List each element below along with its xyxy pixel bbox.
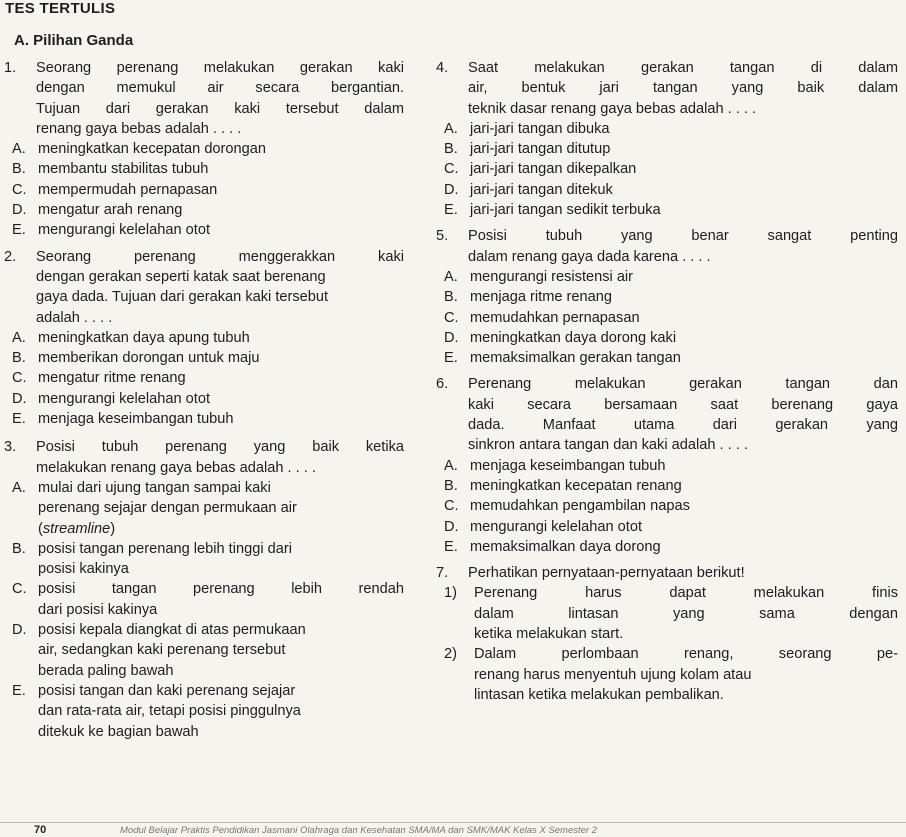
question-stem xyxy=(468,58,898,119)
stem-line: renang gaya bebas adalah . . . . xyxy=(36,120,242,137)
option-c[interactable] xyxy=(444,308,898,328)
option-a[interactable] xyxy=(444,267,898,287)
option-text: mempermudah pernapasan xyxy=(38,181,218,198)
stem-line: kaki secara bersamaan saat berenang gaya xyxy=(468,396,898,413)
question-number: 4. xyxy=(436,60,449,76)
question-4 xyxy=(436,58,898,119)
option-d[interactable] xyxy=(444,517,898,537)
option-text: posisi kakinya xyxy=(38,561,129,578)
option-letter: D. xyxy=(12,202,27,219)
statement-text: ketika melakukan start. xyxy=(474,626,624,643)
option-text: mengurangi kelelahan otot xyxy=(38,390,211,407)
statement-text: dalam lintasan yang sama dengan xyxy=(474,605,898,622)
option-c[interactable] xyxy=(444,496,898,516)
option-letter: D. xyxy=(444,329,459,346)
option-e[interactable] xyxy=(444,537,898,557)
option-d[interactable] xyxy=(12,389,404,409)
option-text: meningkatkan daya dorong kaki xyxy=(470,329,677,346)
option-letter: B. xyxy=(444,477,458,494)
option-text: dari posisi kakinya xyxy=(38,601,158,618)
option-text: posisi tangan perenang lebih tinggi dari xyxy=(38,540,292,557)
stem-line: Posisi tubuh perenang yang baik ketika xyxy=(36,439,404,456)
stem-line: dengan memukul air secara bergantian. xyxy=(36,80,404,97)
stem-line: Posisi tubuh yang benar sangat penting xyxy=(468,228,898,245)
option-text: mulai dari ujung tangan sampai kaki xyxy=(38,479,271,496)
option-letter: C. xyxy=(444,498,459,515)
option-e[interactable] xyxy=(444,348,898,368)
option-text: memberikan dorongan untuk maju xyxy=(38,350,260,367)
stem-line: sinkron antara tangan dan kaki adalah . . . . xyxy=(468,437,748,454)
question-7 xyxy=(436,563,898,583)
option-a[interactable] xyxy=(444,456,898,476)
stem-line: dengan gerakan seperti katak saat berenang xyxy=(36,268,326,285)
option-b[interactable] xyxy=(12,348,404,368)
option-text: air, sedangkan kaki perenang tersebut xyxy=(38,642,286,659)
statement-text: lintasan ketika melakukan pembalikan. xyxy=(474,686,724,703)
option-text: memaksimalkan daya dorong xyxy=(470,538,661,555)
question-2 xyxy=(4,247,404,328)
stem-line: dada. Manfaat utama dari gerakan yang xyxy=(468,417,898,434)
option-letter: E. xyxy=(12,411,26,428)
option-text: meningkatkan kecepatan renang xyxy=(470,477,682,494)
option-e[interactable] xyxy=(12,220,404,240)
stem-line: gaya dada. Tujuan dari gerakan kaki tersebut xyxy=(36,289,329,306)
footer-divider xyxy=(0,822,906,823)
option-letter: E. xyxy=(444,350,458,367)
question-stem xyxy=(36,247,404,328)
page-title: TES TERTULIS xyxy=(5,0,116,17)
option-d[interactable] xyxy=(444,180,898,200)
footer-text: Modul Belajar Praktis Pendidikan Jasmani Olahraga dan Kesehatan SMA/MA dan SMK/MAK Kelas X Semester 2 xyxy=(120,825,597,836)
option-a[interactable] xyxy=(12,478,404,539)
option-c[interactable] xyxy=(12,579,404,620)
option-c[interactable] xyxy=(12,368,404,388)
option-letter: B. xyxy=(12,350,26,367)
question-1 xyxy=(4,58,404,139)
option-d[interactable] xyxy=(12,620,404,681)
option-letter: A. xyxy=(444,268,458,285)
left-column xyxy=(4,58,404,742)
statement-number: 1) xyxy=(444,585,457,602)
page-footer xyxy=(0,822,906,837)
option-e[interactable] xyxy=(12,681,404,742)
option-a[interactable] xyxy=(444,119,898,139)
option-text: menjaga keseimbangan tubuh xyxy=(38,411,234,428)
option-letter: D. xyxy=(12,622,27,639)
statement-text: renang harus menyentuh ujung kolam atau xyxy=(474,666,752,683)
option-text: memaksimalkan gerakan tangan xyxy=(470,350,681,367)
option-letter: D. xyxy=(12,390,27,407)
option-text: jari-jari tangan ditutup xyxy=(470,141,611,158)
option-letter: C. xyxy=(12,181,27,198)
option-text: menjaga ritme renang xyxy=(470,289,612,306)
question-6 xyxy=(436,374,898,455)
question-number: 1. xyxy=(4,60,17,76)
question-number: 5. xyxy=(436,228,449,245)
option-letter: E. xyxy=(444,538,458,555)
statement-text: Perenang harus dapat melakukan finis xyxy=(474,585,898,602)
option-b[interactable] xyxy=(444,139,898,159)
section-heading: A. Pilihan Ganda xyxy=(14,32,134,49)
option-c[interactable] xyxy=(12,180,404,200)
stem-line: teknik dasar renang gaya bebas adalah . . . . xyxy=(468,100,757,117)
option-letter: A. xyxy=(12,141,26,158)
option-letter: C. xyxy=(444,309,459,326)
option-text: mengatur ritme renang xyxy=(38,370,186,387)
option-text: jari-jari tangan sedikit terbuka xyxy=(470,202,661,219)
option-letter: C. xyxy=(12,581,27,598)
option-text: meningkatkan kecepatan dorongan xyxy=(38,141,266,158)
question-number: 2. xyxy=(4,248,17,265)
option-letter: C. xyxy=(444,161,459,178)
option-text: ditekuk ke bagian bawah xyxy=(38,723,199,740)
stem-line: dalam renang gaya dada karena . . . . xyxy=(468,248,711,265)
option-text: membantu stabilitas tubuh xyxy=(38,161,209,178)
option-text: mengurangi kelelahan otot xyxy=(470,518,643,535)
option-letter: B. xyxy=(12,161,26,178)
question-number: 7. xyxy=(436,565,449,582)
option-letter: E. xyxy=(444,202,458,219)
option-c[interactable] xyxy=(444,159,898,179)
option-text: posisi kepala diangkat di atas permukaan xyxy=(38,622,306,639)
option-e[interactable] xyxy=(444,200,898,220)
statement-1 xyxy=(444,583,898,644)
option-text: jari-jari tangan dibuka xyxy=(470,120,610,137)
option-text: berada paling bawah xyxy=(38,662,174,679)
stem-line: Seorang perenang melakukan gerakan kaki xyxy=(36,60,404,76)
option-text: perenang sejajar dengan permukaan air xyxy=(38,500,297,517)
question-number: 6. xyxy=(436,376,449,393)
question-stem xyxy=(36,437,404,478)
stem-line: Tujuan dari gerakan kaki tersebut dalam xyxy=(36,100,404,117)
option-b[interactable] xyxy=(444,287,898,307)
question-stem: Perhatikan pernyataan-pernyataan berikut! xyxy=(468,565,745,582)
option-text: mengatur arah renang xyxy=(38,202,183,219)
option-letter: A. xyxy=(444,120,458,137)
page-number: 70 xyxy=(34,824,47,836)
question-stem xyxy=(468,374,898,455)
option-b[interactable] xyxy=(12,159,404,179)
option-letter: D. xyxy=(444,518,459,535)
option-text: posisi tangan dan kaki perenang sejajar xyxy=(38,682,296,699)
option-letter: A. xyxy=(12,479,26,496)
option-letter: A. xyxy=(444,457,458,474)
option-text: posisi tangan perenang lebih rendah xyxy=(38,581,404,598)
option-letter: C. xyxy=(12,370,27,387)
statement-number: 2) xyxy=(444,646,457,663)
option-b[interactable] xyxy=(444,476,898,496)
option-letter: E. xyxy=(12,682,26,699)
option-text: menjaga keseimbangan tubuh xyxy=(470,457,666,474)
question-number: 3. xyxy=(4,439,17,456)
option-d[interactable] xyxy=(444,328,898,348)
option-d[interactable] xyxy=(12,200,404,220)
stem-line: melakukan renang gaya bebas adalah . . . . xyxy=(36,459,316,476)
option-text: memudahkan pengambilan napas xyxy=(470,498,690,515)
option-e[interactable] xyxy=(12,409,404,429)
option-letter: A. xyxy=(12,329,26,346)
stem-line: air, bentuk jari tangan yang baik dalam xyxy=(468,80,898,97)
statement-text: Dalam perlombaan renang, seorang pe- xyxy=(474,646,898,663)
option-letter: B. xyxy=(444,141,458,158)
option-letter: B. xyxy=(444,289,458,306)
question-stem xyxy=(36,58,404,139)
stem-line: Seorang perenang menggerakkan kaki xyxy=(36,248,404,265)
option-text: jari-jari tangan dikepalkan xyxy=(470,161,637,178)
option-text: jari-jari tangan ditekuk xyxy=(470,181,613,198)
stem-line: Saat melakukan gerakan tangan di dalam xyxy=(468,60,898,76)
question-3 xyxy=(4,437,404,478)
option-text: mengurangi kelelahan otot xyxy=(38,222,211,239)
option-a[interactable] xyxy=(12,328,404,348)
stem-line: adalah . . . . xyxy=(36,309,113,326)
option-letter: B. xyxy=(12,540,26,557)
option-text: dan rata-rata air, tetapi posisi pinggulnya xyxy=(38,703,301,720)
question-5 xyxy=(436,226,898,267)
statement-2 xyxy=(444,644,898,705)
option-text: mengurangi resistensi air xyxy=(470,268,634,285)
option-b[interactable] xyxy=(12,539,404,580)
right-column xyxy=(436,58,898,705)
question-stem xyxy=(468,226,898,267)
option-a[interactable] xyxy=(12,139,404,159)
option-text: meningkatkan daya apung tubuh xyxy=(38,329,250,346)
option-text-italic: (streamline) xyxy=(38,520,116,537)
option-text: memudahkan pernapasan xyxy=(470,309,640,326)
stem-line: Perenang melakukan gerakan tangan dan xyxy=(468,376,898,393)
option-letter: E. xyxy=(12,222,26,239)
option-letter: D. xyxy=(444,181,459,198)
